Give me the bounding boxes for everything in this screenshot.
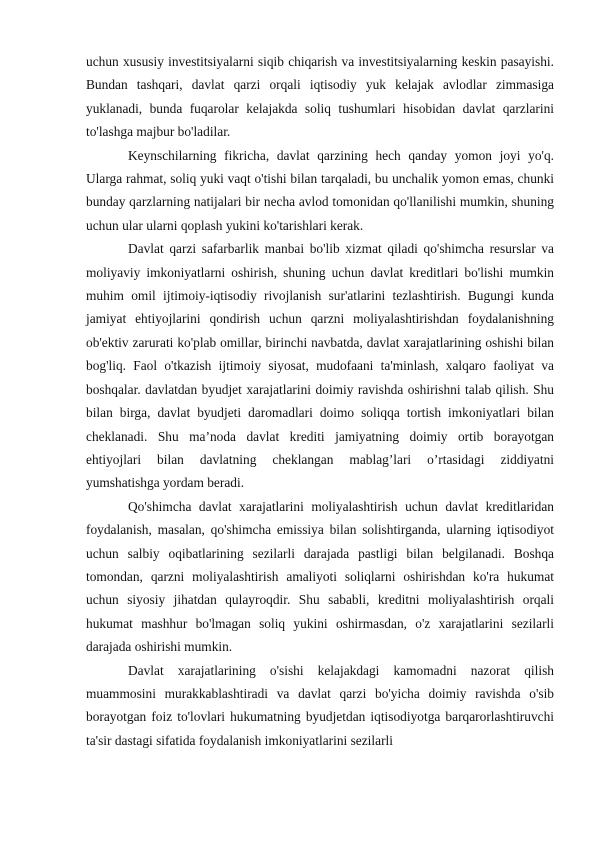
paragraph-state-debt-mobilization: Davlat qarzi safarbarlik manbai bo'lib xizmat qiladi qo'shimcha resurslar va moliyaviy imkoniyatlarni oshirish, shuning uchun davlat kreditlari bo'lishi mumkin muhim omil ijtimoiy-iqtisodiy rivojlanish sur'atlarini tezlashtirish. Bugungi kunda jamiyat ehtiyojlarini qondirish uchun qarzni moliyalashtirishdan foydalanishning ob'ektiv zarurati ko'plab omillar, birinchi navbatda, davlat xarajatlarining oshishi bilan bog'liq. Faol o'tkazish ijtimoiy siyosat, mudofaani ta'minlash, xalqaro faoliyat va boshqalar. davlatdan byudjet xarajatlarini doimiy ravishda oshirishni talab qilish. Shu bilan birga, davlat byudjeti daromadlari doimo soliqqa tortish imkoniyatlari bilan cheklanadi. Shu ma’noda davlat krediti jamiyatning doimiy ortib borayotgan ehtiyojlari bilan davlatning cheklangan mablag’lari o’rtasidagi ziddiyatni yumshatishga yordam beradi. <box>86 241 554 491</box>
paragraph-credit-financing: Qo'shimcha davlat xarajatlarini moliyalashtirish uchun davlat kreditlaridan foydalanish, masalan, qo'shimcha emissiya bilan solishtirganda, ularning iqtisodiyot uchun salbiy oqibatlarining sezilarli darajada pastligi bilan belgilanadi. Boshqa tomondan, qarzni moliyalashtirish amaliyoti soliqlarni oshirishdan ko'ra hukumat uchun siyosiy jihatdan qulayroqdir. Shu sababli, kreditni moliyalashtirish orqali hukumat mashhur bo'lmagan soliq yukini oshirmasdan, o'z xarajatlarini sezilarli darajada oshirishi mumkin. <box>86 498 554 655</box>
paragraph-spending-growth: Davlat xarajatlarining o'sishi kelajakdagi kamomadni nazorat qilish muammosini murakkablashtiradi va davlat qarzi bo'yicha doimiy ravishda o'sib borayotgan foiz to'lovlari hukumatning byudjetdan iqtisodiyotga barqarorlashtiruvchi ta'sir dastagi sifatida foydalanish imkoniyatlarini sezilarli <box>86 662 554 748</box>
paragraph-continuation: uchun xususiy investitsiyalarni siqib chiqarish va investitsiyalarning keskin pasayishi. Bundan tashqari, davlat qarzi orqali iqtisodiy yuk kelajak avlodlar zimmasiga yuklanadi, bunda fuqarolar kelajakda soliq tushumlari hisobidan davlat qarzlarini to'lashga majbur bo'ladilar. <box>86 54 554 140</box>
document-body <box>86 50 554 752</box>
paragraph-keynesian-view: Keynschilarning fikricha, davlat qarzining hech qanday yomon joyi yo'q. Ularga rahmat, soliq yuki vaqt o'tishi bilan tarqaladi, bu unchalik yomon emas, chunki bunday qarzlarning natijalari bir necha avlod tomonidan qo'llanilishi mumkin, shuning uchun ular ularni qoplash yukini ko'tarishlari kerak. <box>86 147 554 233</box>
